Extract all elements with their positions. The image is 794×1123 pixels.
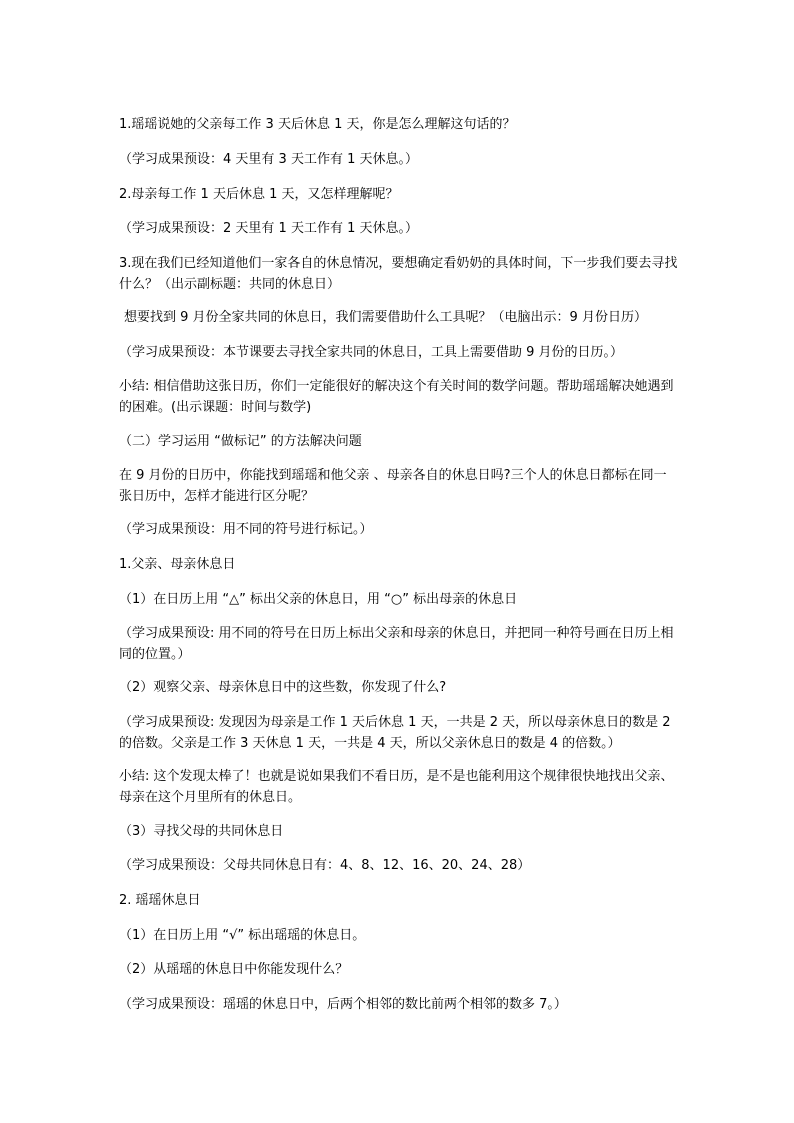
expected-answer-4: （学习成果预设：用不同的符号进行标记。）	[119, 522, 373, 537]
question-1: 1.瑶瑶说她的父亲每工作 3 天后休息 1 天，你是怎么理解这句话的？	[119, 117, 516, 132]
expected-answer-8: （学习成果预设：瑶瑶的休息日中，后两个相邻的数比前两个相邻的数多 7。）	[119, 997, 567, 1012]
section-heading: （二）学习运用 “做标记” 的方法解决问题	[119, 434, 362, 449]
step-2: （2）观察父亲、母亲休息日中的这些数，你发现了什么?	[119, 680, 447, 695]
step-4: （1）在日历上用 “√” 标出瑶瑶的休息日。	[119, 928, 366, 943]
summary-1: 小结: 相信借助这张日历，你们一定能很好的解决这个有关时间的数学问题。帮助瑶瑶解决她遇到的困难。(出示课题：时间与数学)	[119, 379, 674, 415]
summary-2: 小结: 这个发现太棒了！也就是说如果我们不看日历，是不是也能利用这个规律很快地找出父亲、母亲在这个月里所有的休息日。	[119, 769, 674, 805]
subheading-yaoyao-rest-days: 2. 瑶瑶休息日	[119, 893, 201, 908]
task-question: 在 9 月份的日历中，你能找到瑶瑶和他父亲 、母亲各自的休息日吗?三个人的休息日都标在同一张日历中，怎样才能进行区分呢？	[119, 468, 667, 504]
question-3: 3.现在我们已经知道他们一家各自的休息情况，要想确定看奶奶的具体时间，下一步我们要去寻找什么？（出示副标题：共同的休息日）	[119, 256, 678, 292]
expected-answer-2: （学习成果预设：2 天里有 1 天工作有 1 天休息。）	[119, 221, 418, 236]
expected-answer-5: （学习成果预设: 用不同的符号在日历上标出父亲和母亲的休息日，并把同一种符号画在日历上相同的位置。）	[119, 626, 674, 662]
calendar-question: 想要找到 9 月份全家共同的休息日，我们需要借助什么工具呢？（电脑出示：9 月份日历）	[124, 310, 647, 325]
expected-answer-6: （学习成果预设: 发现因为母亲是工作 1 天后休息 1 天，一共是 2 天，所以母亲休息日的数是 2 的倍数。父亲是工作 3 天休息 1 天，一共是 4 天，所以父亲休息日的数是 4 的倍数。）	[119, 715, 671, 751]
step-5: （2）从瑶瑶的休息日中你能发现什么？	[119, 962, 349, 977]
step-1: （1）在日历上用 “△” 标出父亲的休息日，用 “○” 标出母亲的休息日	[119, 592, 518, 607]
expected-answer-7: （学习成果预设：父母共同休息日有：4、8、12、16、20、24、28）	[119, 858, 531, 873]
expected-answer-1: （学习成果预设：4 天里有 3 天工作有 1 天休息。）	[119, 152, 418, 167]
step-3: （3）寻找父母的共同休息日	[119, 824, 284, 839]
expected-answer-3: （学习成果预设：本节课要去寻找全家共同的休息日，工具上需要借助 9 月份的日历。）	[119, 345, 624, 360]
subheading-parents-rest-days: 1.父亲、母亲休息日	[119, 557, 236, 572]
question-2: 2.母亲每工作 1 天后休息 1 天，又怎样理解呢？	[119, 187, 399, 202]
